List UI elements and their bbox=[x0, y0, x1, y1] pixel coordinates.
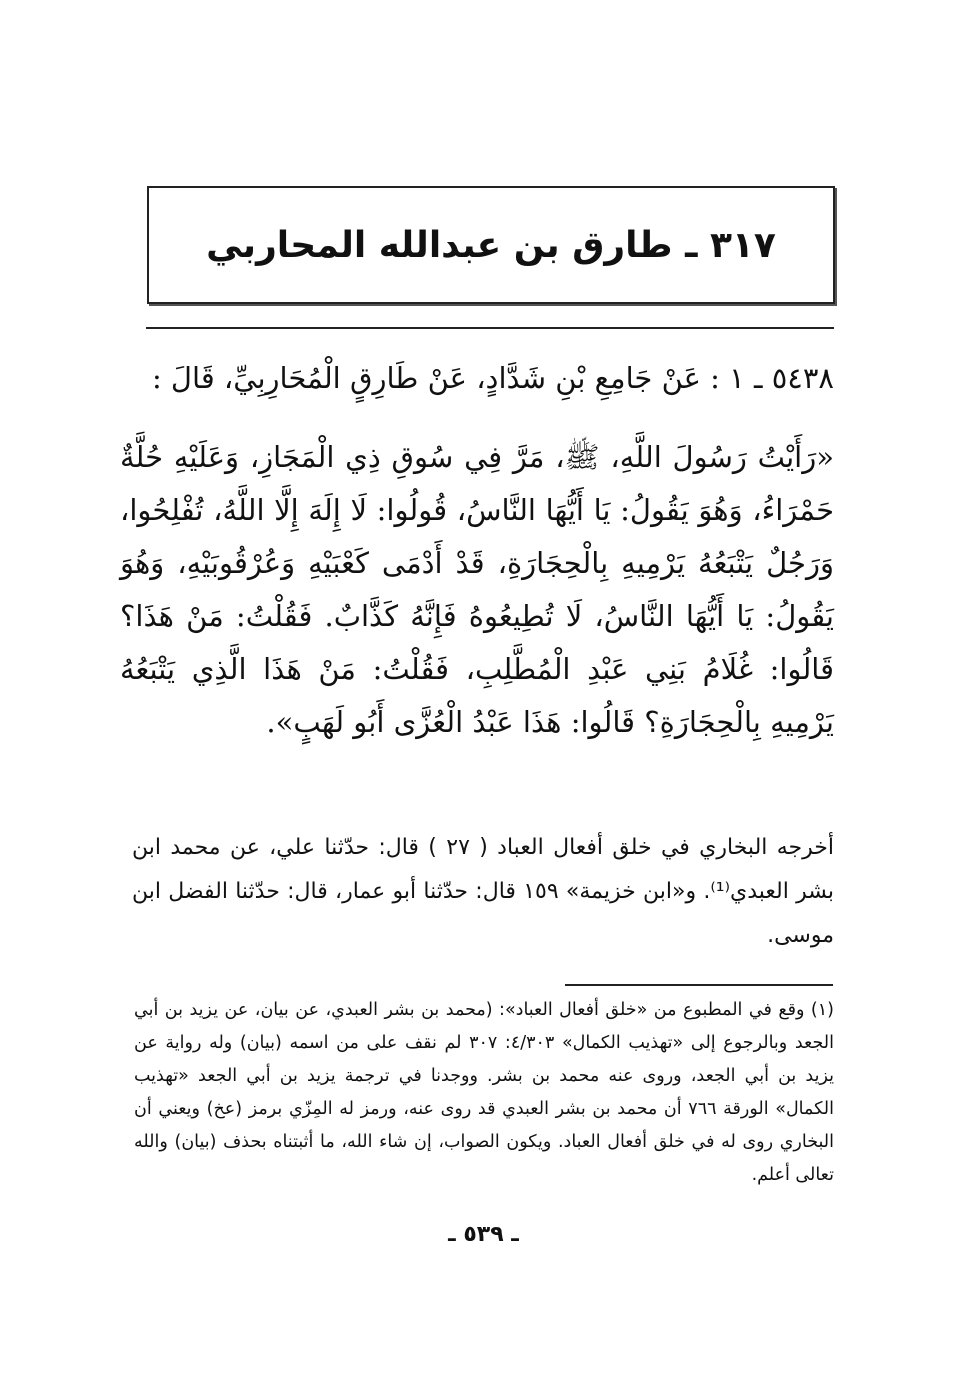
hadith-body bbox=[120, 352, 834, 749]
page-number: ـ ٥٣٩ ـ bbox=[448, 1222, 519, 1247]
footnote-text: (١) وقع في المطبوع من «خلق أفعال العباد»: (محمد بن بشر العبدي، عن بيان، عن يزيد بن أبي الجعد وبالرجوع إلى «تهذيب الكمال» ٤/٣٠٣: ٣٠٧ لم نقف على من اسمه (بيان) وله رواية عن يزيد بن أبي الجعد، وروى عنه محمد بن بشر. ووجدنا في ترجمة يزيد بن أبي الجعد «تهذيب الكمال» الورقة ٧٦٦ أن محمد بن بشر العبدي قد روى عنه، ورمز له المِزّي برمز (عخ) ويعني أن البخاري روى له في خلق أفعال العباد. ويكون الصواب، إن شاء الله، ما أثبتناه بحذف (بيان) والله تعالى أعلم. bbox=[134, 1000, 834, 1185]
hadith-text: «رَأَيْتُ رَسُولَ اللَّهِ، ﷺ، مَرَّ فِي سُوقِ ذِي الْمَجَازِ، وَعَلَيْهِ حُلَّةٌ حَمْرَاءُ، وَهُوَ يَقُولُ: يَا أَيُّهَا النَّاسُ، قُولُوا: لَا إِلَهَ إِلَّا اللَّهُ، تُفْلِحُوا، وَرَجُلٌ يَتْبَعُهُ يَرْمِيهِ بِالْحِجَارَةِ، قَدْ أَدْمَى كَعْبَيْهِ وَعُرْقُوبَيْهِ، وَهُوَ يَقُولُ: يَا أَيُّهَا النَّاسُ، لَا تُطِيعُوهُ فَإِنَّهُ كَذَّابٌ. فَقُلْتُ: مَنْ هَذَا؟ قَالُوا: غُلَامُ بَنِي عَبْدِ الْمُطَّلِبِ، فَقُلْتُ: مَنْ هَذَا الَّذِي يَتْبَعُهُ يَرْمِيهِ بِالْحِجَارَةِ؟ قَالُوا: هَذَا عَبْدُ الْعُزَّى أَبُو لَهَبٍ». bbox=[120, 440, 834, 739]
chapter-title-box bbox=[147, 186, 835, 304]
takhrij-paragraph bbox=[132, 826, 834, 958]
chapter-title: ٣١٧ ـ طارق بن عبدالله المحاربي bbox=[206, 224, 776, 266]
footnote-divider bbox=[565, 984, 833, 986]
hadith-intro: ٥٤٣٨ ـ ١ : عَنْ جَامِعِ بْنِ شَدَّادٍ، عَنْ طَارِقٍ الْمُحَارِبِيِّ، قَالَ : bbox=[151, 361, 834, 395]
takhrij-text: أخرجه البخاري في خلق أفعال العباد ( ٢٧ ) قال: حدّثنا علي، عن محمد ابن بشر العبدي⁽¹⁾. و«ابن خزيمة» ١٥٩ قال: حدّثنا أبو عمار، قال: حدّثنا الفضل ابن موسى. bbox=[132, 835, 834, 948]
header-divider bbox=[146, 327, 834, 329]
footnote bbox=[134, 994, 834, 1192]
